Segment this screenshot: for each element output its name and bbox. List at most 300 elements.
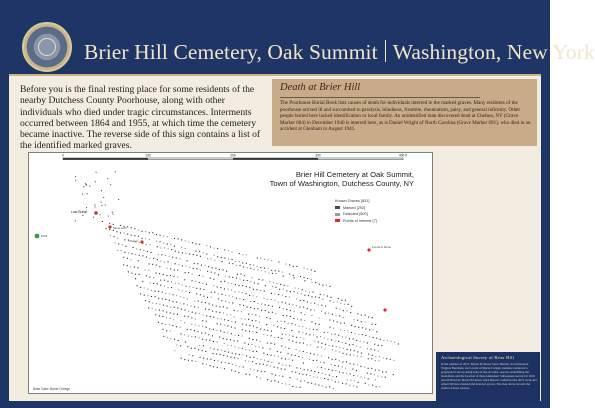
grave-marker bbox=[304, 280, 305, 281]
grave-marker bbox=[201, 302, 202, 303]
grave-marker bbox=[246, 254, 247, 255]
grave-marker bbox=[206, 284, 207, 285]
grave-marker bbox=[214, 260, 215, 261]
grave-marker bbox=[375, 379, 376, 380]
grave-marker bbox=[270, 348, 271, 349]
grave-marker bbox=[336, 376, 337, 377]
grave-marker bbox=[347, 310, 348, 311]
grave-marker bbox=[280, 352, 281, 353]
scale-tick-100: 100 bbox=[145, 153, 151, 158]
grave-marker bbox=[263, 364, 264, 365]
grave-marker bbox=[254, 282, 255, 283]
grave-marker bbox=[354, 380, 355, 381]
scale-tick-0: 0 bbox=[62, 153, 64, 158]
grave-marker bbox=[220, 331, 221, 332]
grave-marker bbox=[271, 381, 272, 382]
grave-marker bbox=[307, 344, 308, 345]
grave-marker bbox=[308, 295, 309, 296]
grave-marker bbox=[365, 328, 366, 329]
grave-marker bbox=[242, 329, 243, 330]
grave-marker bbox=[180, 303, 181, 304]
grave-marker bbox=[198, 349, 199, 350]
grave-marker bbox=[142, 255, 143, 256]
grave-marker bbox=[289, 384, 290, 385]
grave-marker bbox=[250, 281, 251, 282]
grave-marker bbox=[191, 348, 192, 349]
grave-marker bbox=[232, 263, 233, 264]
grave-marker bbox=[208, 334, 209, 335]
grave-marker bbox=[242, 324, 243, 325]
grave-marker bbox=[221, 318, 222, 319]
grave-marker bbox=[195, 319, 196, 320]
grave-marker bbox=[200, 288, 201, 289]
grave-marker bbox=[160, 280, 161, 281]
grave-marker bbox=[211, 297, 212, 298]
grave-marker bbox=[235, 291, 236, 292]
grave-marker bbox=[155, 296, 156, 297]
grave-marker bbox=[187, 305, 188, 306]
grave-marker bbox=[163, 243, 164, 244]
grave-marker bbox=[304, 380, 305, 381]
grave-marker bbox=[222, 261, 223, 262]
grave-marker bbox=[267, 343, 268, 344]
grave-marker bbox=[322, 386, 323, 387]
grave-marker bbox=[169, 300, 170, 301]
grave-marker bbox=[285, 302, 286, 303]
legend-swatch-poi bbox=[335, 219, 340, 222]
grave-marker bbox=[157, 259, 158, 260]
grave-marker bbox=[108, 216, 109, 217]
grave-marker bbox=[221, 281, 222, 282]
grave-marker bbox=[274, 380, 275, 381]
grave-marker bbox=[146, 257, 147, 258]
grave-marker bbox=[386, 358, 387, 359]
grave-marker bbox=[379, 386, 380, 387]
grave-marker bbox=[226, 271, 227, 272]
grave-marker bbox=[284, 328, 285, 329]
grave-marker bbox=[362, 334, 363, 335]
grave-marker bbox=[357, 356, 358, 357]
grave-marker bbox=[133, 247, 134, 248]
grave-marker bbox=[319, 324, 320, 325]
grave-marker bbox=[343, 317, 344, 318]
grave-marker bbox=[350, 374, 351, 375]
grave-marker bbox=[244, 342, 245, 343]
grave-marker bbox=[367, 348, 368, 349]
grave-marker bbox=[183, 303, 184, 304]
grave-marker bbox=[331, 339, 332, 340]
grave-marker bbox=[369, 336, 370, 337]
grave-marker bbox=[300, 368, 301, 369]
grave-marker bbox=[234, 340, 235, 341]
grave-marker bbox=[292, 304, 293, 305]
poi-stone-arch bbox=[108, 225, 111, 228]
grave-marker bbox=[337, 321, 338, 322]
grave-marker bbox=[116, 231, 117, 232]
label-lost-burial: Lost Burial bbox=[71, 210, 88, 214]
legend-swatch-detected bbox=[335, 213, 340, 216]
grave-marker bbox=[84, 186, 85, 187]
grave-marker bbox=[134, 228, 135, 229]
grave-marker bbox=[147, 251, 148, 252]
poi-west-gate bbox=[35, 234, 40, 239]
grave-marker bbox=[223, 306, 224, 307]
grave-marker bbox=[169, 293, 170, 294]
grave-marker bbox=[188, 241, 189, 242]
grave-marker bbox=[89, 186, 90, 187]
grave-marker bbox=[372, 324, 373, 325]
grave-marker bbox=[324, 362, 325, 363]
grave-marker bbox=[236, 298, 237, 299]
grave-marker bbox=[351, 332, 352, 333]
grave-marker bbox=[217, 248, 218, 249]
grave-marker bbox=[184, 316, 185, 317]
grave-marker bbox=[250, 357, 251, 358]
grave-marker bbox=[193, 287, 194, 288]
grave-marker bbox=[249, 325, 250, 326]
grave-marker bbox=[329, 327, 330, 328]
grave-marker bbox=[314, 341, 315, 342]
grave-marker bbox=[210, 246, 211, 247]
grave-marker bbox=[374, 350, 375, 351]
grave-marker bbox=[134, 267, 135, 268]
grave-marker bbox=[184, 359, 185, 360]
grave-marker bbox=[289, 304, 290, 305]
grave-marker bbox=[265, 310, 266, 311]
grave-marker bbox=[367, 373, 368, 374]
grave-marker bbox=[152, 232, 153, 233]
grave-marker bbox=[220, 324, 221, 325]
grave-marker bbox=[221, 362, 222, 363]
grave-marker bbox=[93, 217, 94, 218]
grave-marker bbox=[235, 284, 236, 285]
grave-marker bbox=[374, 344, 375, 345]
grave-marker bbox=[379, 356, 380, 357]
grave-marker bbox=[270, 343, 271, 344]
grave-marker bbox=[149, 301, 150, 302]
grave-marker bbox=[385, 377, 386, 378]
frame-left bbox=[0, 0, 9, 408]
grave-marker bbox=[213, 366, 214, 367]
grave-marker bbox=[149, 232, 150, 233]
grave-marker bbox=[199, 244, 200, 245]
grave-marker bbox=[197, 263, 198, 264]
grave-marker bbox=[140, 293, 141, 294]
grave-marker bbox=[210, 278, 211, 279]
grave-marker bbox=[293, 336, 294, 337]
grave-marker bbox=[336, 346, 337, 347]
grave-marker bbox=[214, 248, 215, 249]
grave-marker bbox=[167, 236, 168, 237]
grave-marker bbox=[224, 249, 225, 250]
grave-marker bbox=[173, 301, 174, 302]
grave-marker bbox=[249, 374, 250, 375]
grave-marker bbox=[219, 306, 220, 307]
grave-marker bbox=[297, 293, 298, 294]
grave-marker bbox=[252, 314, 253, 315]
grave-marker bbox=[237, 341, 238, 342]
archaeological-survey-panel bbox=[436, 352, 540, 402]
grave-marker bbox=[353, 355, 354, 356]
grave-marker bbox=[335, 341, 336, 342]
grave-marker bbox=[250, 268, 251, 269]
grave-marker bbox=[278, 294, 279, 295]
grave-marker bbox=[371, 368, 372, 369]
grave-marker bbox=[124, 252, 125, 253]
grave-marker bbox=[202, 283, 203, 284]
grave-marker bbox=[393, 360, 394, 361]
grave-marker bbox=[102, 221, 103, 222]
grave-marker bbox=[170, 268, 171, 269]
grave-marker bbox=[196, 251, 197, 252]
label-stone-arch: Stone Arch bbox=[113, 226, 127, 230]
grave-marker bbox=[354, 319, 355, 320]
grave-marker bbox=[158, 298, 159, 299]
grave-marker bbox=[289, 335, 290, 336]
grave-marker bbox=[217, 367, 218, 368]
grave-marker bbox=[269, 281, 270, 282]
grave-marker bbox=[346, 354, 347, 355]
grave-marker bbox=[262, 347, 263, 348]
grave-marker bbox=[299, 342, 300, 343]
grave-marker bbox=[199, 345, 200, 346]
grave-marker bbox=[242, 354, 243, 355]
grave-marker bbox=[368, 384, 369, 385]
grave-marker bbox=[244, 275, 245, 276]
grave-marker bbox=[317, 367, 318, 368]
grave-marker bbox=[202, 350, 203, 351]
grave-marker bbox=[335, 334, 336, 335]
grave-marker bbox=[253, 295, 254, 296]
grave-marker bbox=[134, 235, 135, 236]
grave-marker bbox=[82, 194, 83, 195]
grave-marker bbox=[246, 355, 247, 356]
grave-marker bbox=[231, 345, 232, 346]
grave-marker bbox=[223, 313, 224, 314]
grave-marker bbox=[217, 342, 218, 343]
grave-marker bbox=[268, 272, 269, 273]
grave-marker bbox=[221, 350, 222, 351]
grave-marker bbox=[160, 241, 161, 242]
grave-marker bbox=[317, 329, 318, 330]
grave-marker bbox=[224, 325, 225, 326]
grave-marker bbox=[347, 349, 348, 350]
grave-marker bbox=[265, 304, 266, 305]
grave-marker bbox=[325, 306, 326, 307]
grave-marker bbox=[158, 291, 159, 292]
grave-marker bbox=[339, 352, 340, 353]
grave-marker bbox=[182, 284, 183, 285]
grave-marker bbox=[283, 315, 284, 316]
grave-marker bbox=[357, 313, 358, 314]
grave-marker bbox=[199, 337, 200, 338]
grave-marker bbox=[314, 354, 315, 355]
grave-marker bbox=[300, 300, 301, 301]
grave-marker bbox=[372, 355, 373, 356]
grave-marker bbox=[321, 343, 322, 344]
grave-marker bbox=[274, 367, 275, 368]
grave-marker bbox=[344, 304, 345, 305]
grave-marker bbox=[326, 387, 327, 388]
grave-marker bbox=[273, 325, 274, 326]
grave-marker bbox=[199, 313, 200, 314]
grave-marker bbox=[170, 312, 171, 313]
grave-marker bbox=[282, 334, 283, 335]
grave-marker bbox=[210, 316, 211, 317]
grave-marker bbox=[339, 347, 340, 348]
grave-marker bbox=[365, 315, 366, 316]
grave-marker bbox=[276, 273, 277, 274]
grave-marker bbox=[343, 353, 344, 354]
grave-marker bbox=[235, 322, 236, 323]
grave-marker bbox=[250, 301, 251, 302]
grave-marker bbox=[282, 383, 283, 384]
grave-marker bbox=[184, 322, 185, 323]
grave-marker bbox=[387, 340, 388, 341]
grave-marker bbox=[239, 253, 240, 254]
grave-marker bbox=[250, 264, 251, 265]
grave-marker bbox=[291, 323, 292, 324]
grave-marker bbox=[156, 265, 157, 266]
grave-marker bbox=[176, 302, 177, 303]
grave-marker bbox=[307, 278, 308, 279]
grave-marker bbox=[170, 306, 171, 307]
grave-marker bbox=[323, 294, 324, 295]
grave-marker bbox=[75, 176, 76, 177]
grave-marker bbox=[375, 360, 376, 361]
grave-marker bbox=[311, 315, 312, 316]
grave-marker bbox=[218, 293, 219, 294]
grave-marker bbox=[332, 346, 333, 347]
grave-marker bbox=[130, 266, 131, 267]
grave-marker bbox=[353, 375, 354, 376]
grave-marker bbox=[398, 343, 399, 344]
grave-marker bbox=[227, 314, 228, 315]
grave-marker bbox=[346, 361, 347, 362]
grave-marker bbox=[206, 245, 207, 246]
grave-marker bbox=[327, 332, 328, 333]
grave-marker bbox=[267, 335, 268, 336]
grave-marker bbox=[189, 286, 190, 287]
grave-marker bbox=[295, 287, 296, 288]
grave-marker bbox=[368, 317, 369, 318]
grave-marker bbox=[188, 360, 189, 361]
grave-marker bbox=[177, 270, 178, 271]
grave-marker bbox=[256, 376, 257, 377]
grave-marker bbox=[210, 347, 211, 348]
points-of-interest bbox=[35, 211, 387, 311]
grave-marker bbox=[317, 347, 318, 348]
grave-marker bbox=[199, 282, 200, 283]
grave-marker bbox=[160, 248, 161, 249]
grave-marker bbox=[282, 364, 283, 365]
grave-marker bbox=[265, 271, 266, 272]
grave-marker bbox=[113, 224, 114, 225]
grave-marker bbox=[267, 299, 268, 300]
grave-marker bbox=[275, 375, 276, 376]
grave-marker bbox=[271, 270, 272, 271]
grave-marker bbox=[145, 231, 146, 232]
grave-marker bbox=[186, 266, 187, 267]
grave-marker bbox=[113, 230, 114, 231]
grave-marker bbox=[151, 296, 152, 297]
grave-marker bbox=[353, 344, 354, 345]
grave-marker bbox=[278, 381, 279, 382]
grave-marker bbox=[123, 257, 124, 258]
grave-marker bbox=[156, 234, 157, 235]
grave-marker bbox=[378, 351, 379, 352]
grave-marker bbox=[253, 326, 254, 327]
grave-marker bbox=[357, 375, 358, 376]
grave-marker bbox=[243, 366, 244, 367]
grave-marker bbox=[310, 375, 311, 376]
grave-marker bbox=[342, 336, 343, 337]
grave-marker bbox=[212, 305, 213, 306]
grave-marker bbox=[364, 367, 365, 368]
grave-marker bbox=[315, 282, 316, 283]
grave-marker bbox=[356, 386, 357, 387]
grave-marker bbox=[304, 295, 305, 296]
grave-marker bbox=[242, 336, 243, 337]
death-heading: Death at Brier Hill bbox=[280, 82, 361, 93]
grave-marker bbox=[277, 321, 278, 322]
grave-marker bbox=[229, 302, 230, 303]
grave-marker bbox=[296, 349, 297, 350]
grave-marker bbox=[335, 370, 336, 371]
grave-marker bbox=[351, 306, 352, 307]
grave-marker bbox=[196, 268, 197, 269]
grave-marker bbox=[350, 363, 351, 364]
grave-marker bbox=[167, 244, 168, 245]
grave-marker bbox=[223, 355, 224, 356]
grave-marker bbox=[290, 316, 291, 317]
grave-marker bbox=[281, 321, 282, 322]
grave-marker bbox=[232, 364, 233, 365]
grave-marker bbox=[217, 256, 218, 257]
grave-marker bbox=[331, 380, 332, 381]
grave-marker bbox=[275, 294, 276, 295]
grave-marker bbox=[167, 281, 168, 282]
grave-marker bbox=[358, 327, 359, 328]
title-cemetery: Brier Hill Cemetery, Oak Summit bbox=[84, 40, 378, 64]
grave-marker bbox=[213, 329, 214, 330]
grave-marker bbox=[240, 265, 241, 266]
grave-marker bbox=[228, 320, 229, 321]
grave-marker bbox=[310, 353, 311, 354]
grave-plot-map bbox=[29, 153, 434, 395]
grave-marker bbox=[252, 344, 253, 345]
grave-marker bbox=[117, 238, 118, 239]
grave-marker bbox=[203, 289, 204, 290]
grave-marker bbox=[368, 368, 369, 369]
grave-marker bbox=[258, 269, 259, 270]
grave-marker bbox=[304, 369, 305, 370]
grave-marker bbox=[195, 281, 196, 282]
grave-marker bbox=[147, 289, 148, 290]
legend-label-poi: Points of Interest [7] bbox=[343, 218, 377, 223]
grave-marker bbox=[322, 373, 323, 374]
grave-marker bbox=[166, 330, 167, 331]
grave-marker bbox=[271, 362, 272, 363]
grave-marker bbox=[288, 348, 289, 349]
grave-marker bbox=[260, 258, 261, 259]
grave-marker bbox=[112, 214, 113, 215]
grave-marker bbox=[109, 229, 110, 230]
town-seal-icon bbox=[22, 22, 72, 72]
grave-marker bbox=[333, 328, 334, 329]
survey-text: In the summer of 2015, Marist Professor Steve Herbert, local historian Virginia Buechele, and a team of Marist College students conducted a geophysical survey using state-of-the-art radar, used in establishing the boundaries and the location of these unmarked. Subsequent surveys in 2016 and 2018 led by Marist Professor April Beisaw confirmed the 2015 work and added 500 new marked and detected graves. The map above records the extent of these surveys. bbox=[441, 362, 537, 390]
grave-marker bbox=[216, 306, 217, 307]
